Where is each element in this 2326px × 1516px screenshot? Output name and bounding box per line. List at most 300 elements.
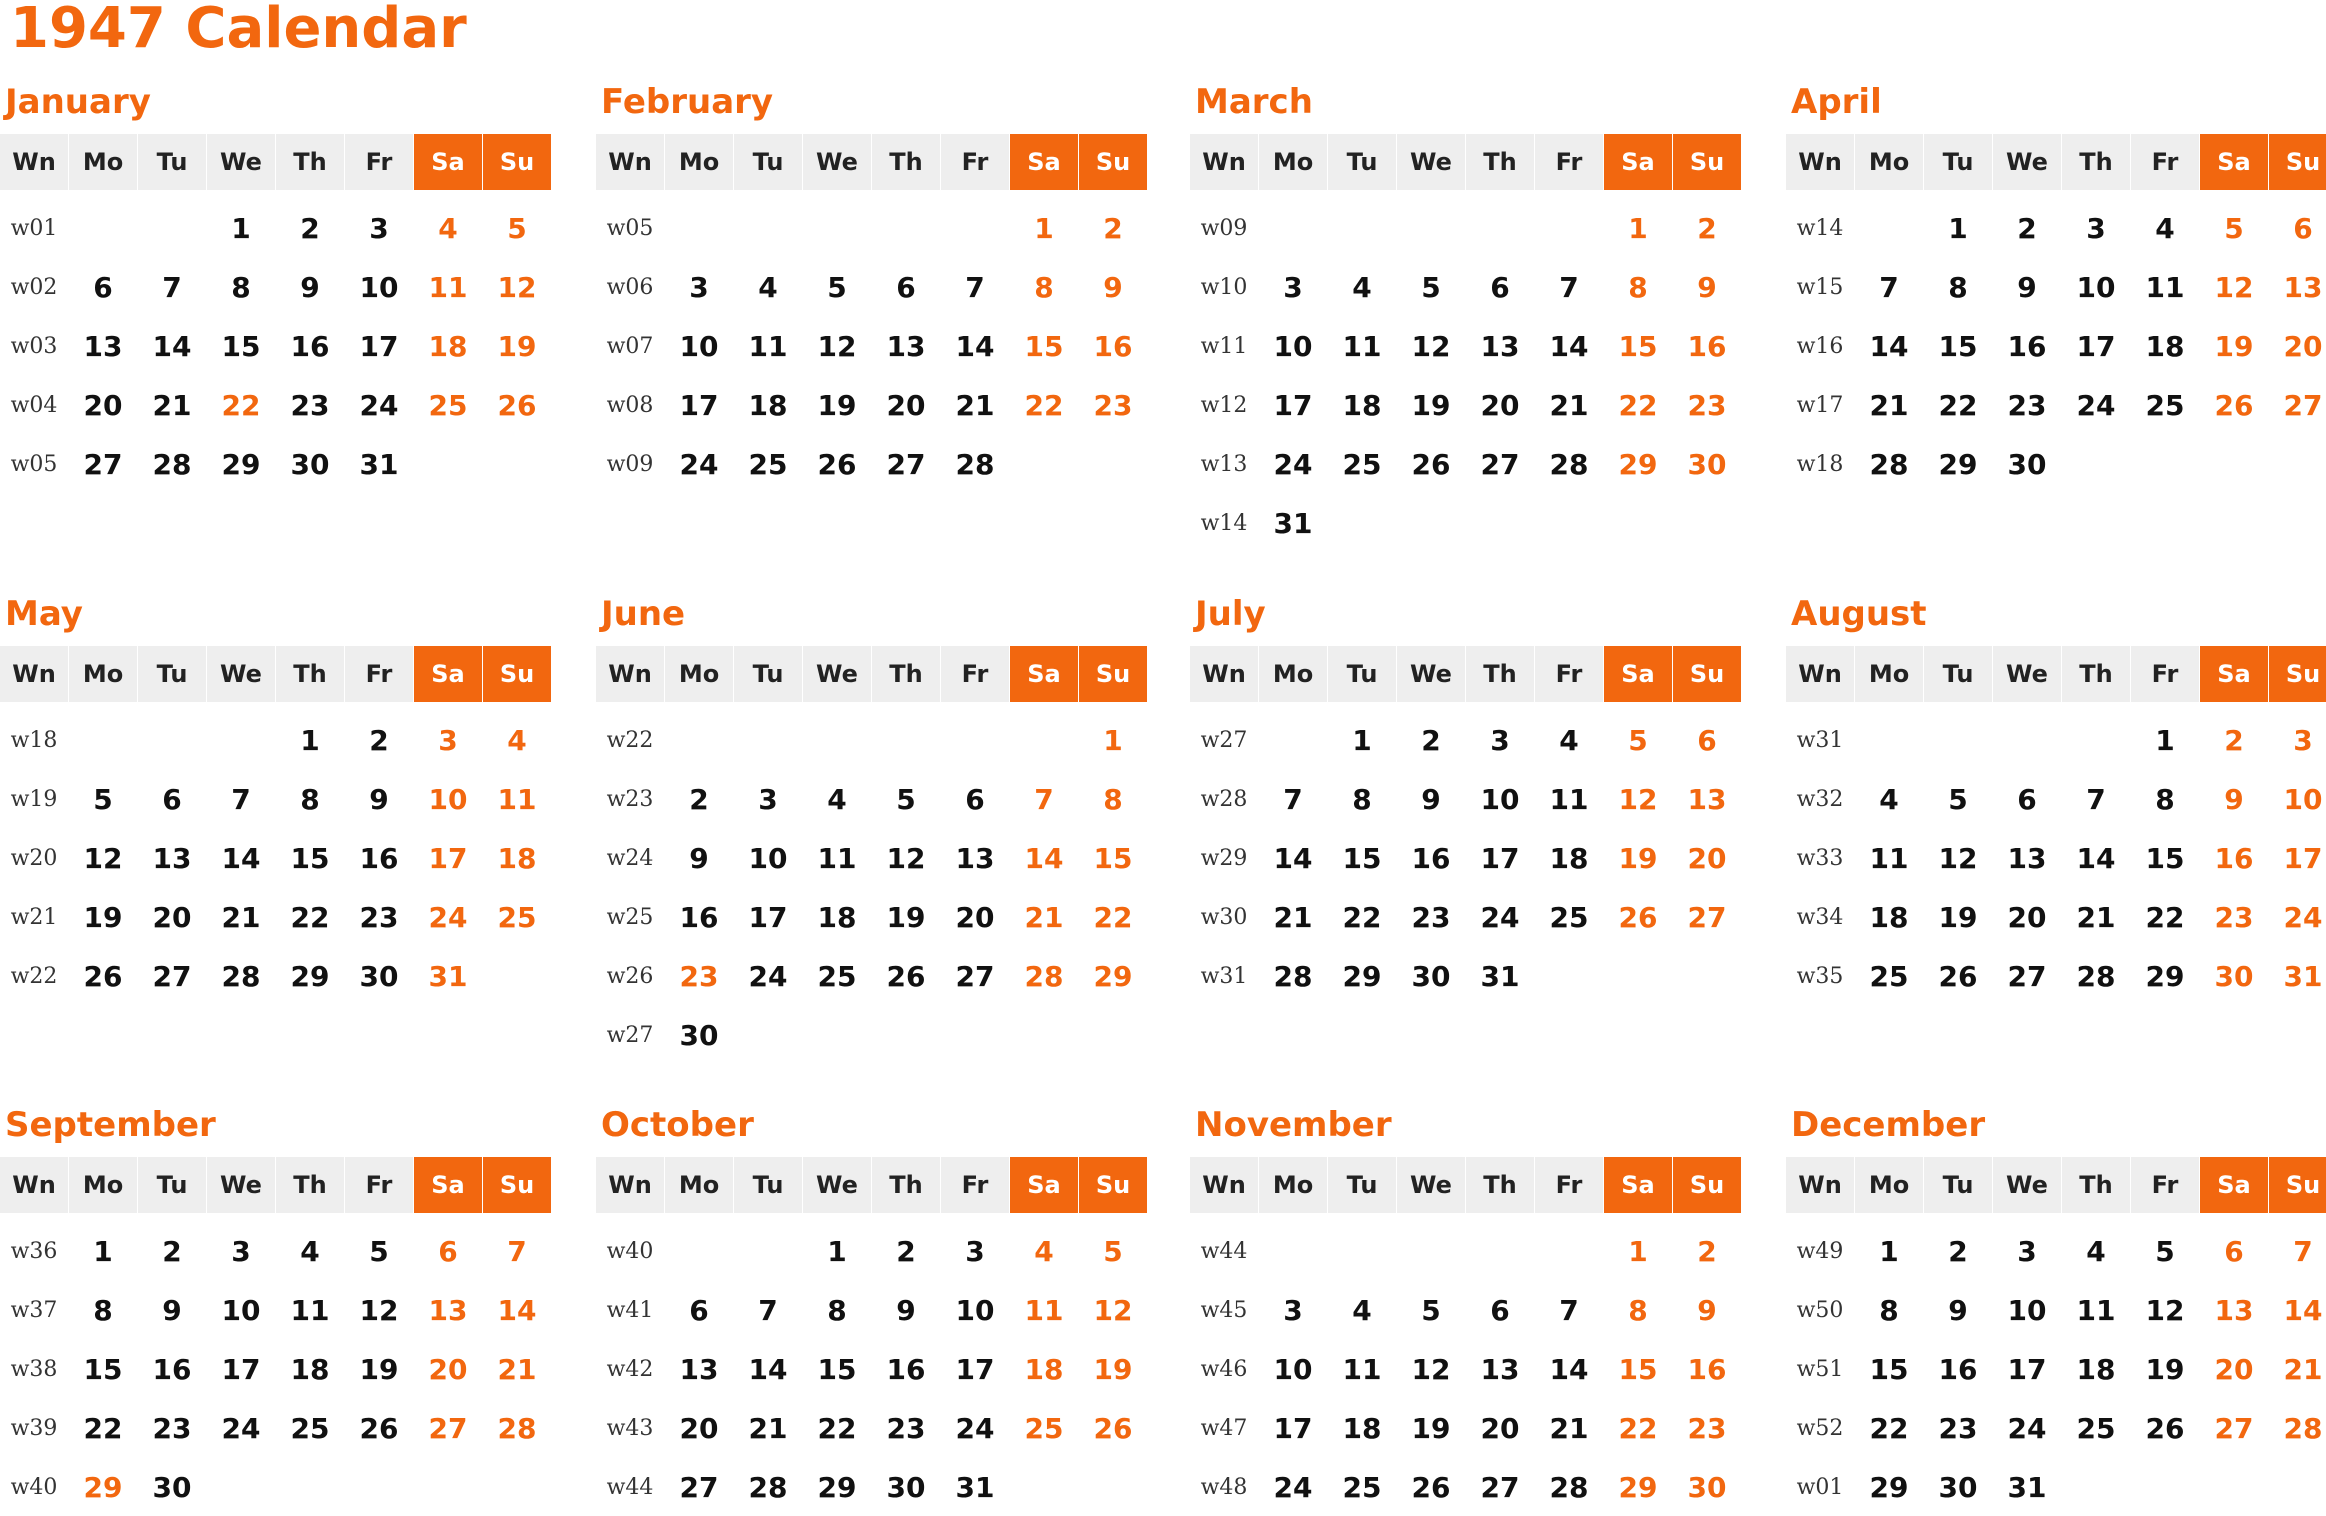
day-cell[interactable]: 10	[1273, 330, 1313, 363]
day-cell[interactable]: 20	[955, 901, 995, 934]
day-cell[interactable]: 13	[152, 842, 192, 875]
day-cell[interactable]: 21	[1549, 1412, 1589, 1445]
day-cell[interactable]: 27	[1480, 1471, 1520, 1504]
day-cell[interactable]: 11	[2076, 1294, 2116, 1327]
day-cell[interactable]: 21	[1273, 901, 1313, 934]
day-cell[interactable]: 31	[1273, 507, 1313, 540]
day-cell[interactable]: 11	[2145, 271, 2185, 304]
day-cell[interactable]: 14	[497, 1294, 537, 1327]
day-cell[interactable]: 5	[507, 212, 527, 245]
day-cell[interactable]: 19	[359, 1353, 399, 1386]
day-cell[interactable]: 30	[290, 448, 330, 481]
day-cell[interactable]: 3	[1283, 1294, 1303, 1327]
day-cell[interactable]: 18	[748, 389, 788, 422]
day-cell[interactable]: 30	[886, 1471, 926, 1504]
day-cell[interactable]: 3	[1283, 271, 1303, 304]
day-cell[interactable]: 19	[83, 901, 123, 934]
day-cell[interactable]: 19	[497, 330, 537, 363]
day-cell[interactable]: 28	[2076, 960, 2116, 993]
day-cell[interactable]: 14	[1024, 842, 1064, 875]
day-cell[interactable]: 17	[748, 901, 788, 934]
day-cell[interactable]: 19	[1618, 842, 1658, 875]
day-cell[interactable]: 20	[2283, 330, 2323, 363]
day-cell[interactable]: 25	[428, 389, 468, 422]
day-cell[interactable]: 1	[93, 1235, 113, 1268]
day-cell[interactable]: 2	[162, 1235, 182, 1268]
day-cell[interactable]: 11	[1869, 842, 1909, 875]
day-cell[interactable]: 24	[955, 1412, 995, 1445]
day-cell[interactable]: 22	[1342, 901, 1382, 934]
day-cell[interactable]: 27	[1687, 901, 1727, 934]
day-cell[interactable]: 19	[1411, 1412, 1451, 1445]
day-cell[interactable]: 4	[1352, 271, 1372, 304]
day-cell[interactable]: 23	[152, 1412, 192, 1445]
day-cell[interactable]: 5	[369, 1235, 389, 1268]
day-cell[interactable]: 26	[359, 1412, 399, 1445]
day-cell[interactable]: 27	[83, 448, 123, 481]
day-cell[interactable]: 21	[1549, 389, 1589, 422]
day-cell[interactable]: 25	[1342, 448, 1382, 481]
day-cell[interactable]: 23	[2007, 389, 2047, 422]
day-cell[interactable]: 15	[1618, 1353, 1658, 1386]
day-cell[interactable]: 16	[1411, 842, 1451, 875]
day-cell[interactable]: 23	[1687, 389, 1727, 422]
day-cell[interactable]: 27	[886, 448, 926, 481]
day-cell[interactable]: 12	[1411, 330, 1451, 363]
day-cell[interactable]: 8	[827, 1294, 847, 1327]
day-cell[interactable]: 28	[221, 960, 261, 993]
day-cell[interactable]: 23	[1687, 1412, 1727, 1445]
day-cell[interactable]: 19	[886, 901, 926, 934]
day-cell[interactable]: 3	[2293, 724, 2313, 757]
day-cell[interactable]: 20	[1687, 842, 1727, 875]
day-cell[interactable]: 17	[1273, 389, 1313, 422]
day-cell[interactable]: 27	[1480, 448, 1520, 481]
day-cell[interactable]: 7	[1559, 271, 1579, 304]
day-cell[interactable]: 21	[2076, 901, 2116, 934]
day-cell[interactable]: 26	[2145, 1412, 2185, 1445]
day-cell[interactable]: 7	[162, 271, 182, 304]
day-cell[interactable]: 21	[2283, 1353, 2323, 1386]
day-cell[interactable]: 23	[290, 389, 330, 422]
day-cell[interactable]: 10	[679, 330, 719, 363]
day-cell[interactable]: 1	[2155, 724, 2175, 757]
day-cell[interactable]: 13	[679, 1353, 719, 1386]
day-cell[interactable]: 6	[2293, 212, 2313, 245]
day-cell[interactable]: 12	[886, 842, 926, 875]
day-cell[interactable]: 8	[1352, 783, 1372, 816]
day-cell[interactable]: 22	[817, 1412, 857, 1445]
day-cell[interactable]: 16	[2007, 330, 2047, 363]
day-cell[interactable]: 2	[689, 783, 709, 816]
day-cell[interactable]: 25	[1024, 1412, 1064, 1445]
day-cell[interactable]: 14	[955, 330, 995, 363]
day-cell[interactable]: 3	[369, 212, 389, 245]
day-cell[interactable]: 6	[438, 1235, 458, 1268]
day-cell[interactable]: 31	[955, 1471, 995, 1504]
day-cell[interactable]: 12	[817, 330, 857, 363]
day-cell[interactable]: 18	[1024, 1353, 1064, 1386]
day-cell[interactable]: 1	[1628, 212, 1648, 245]
day-cell[interactable]: 5	[2155, 1235, 2175, 1268]
day-cell[interactable]: 4	[827, 783, 847, 816]
day-cell[interactable]: 29	[1093, 960, 1133, 993]
day-cell[interactable]: 14	[1549, 1353, 1589, 1386]
day-cell[interactable]: 3	[758, 783, 778, 816]
day-cell[interactable]: 18	[1342, 1412, 1382, 1445]
day-cell[interactable]: 8	[93, 1294, 113, 1327]
day-cell[interactable]: 12	[497, 271, 537, 304]
day-cell[interactable]: 19	[1411, 389, 1451, 422]
day-cell[interactable]: 28	[1273, 960, 1313, 993]
day-cell[interactable]: 29	[1618, 448, 1658, 481]
day-cell[interactable]: 20	[428, 1353, 468, 1386]
day-cell[interactable]: 2	[896, 1235, 916, 1268]
day-cell[interactable]: 14	[1869, 330, 1909, 363]
day-cell[interactable]: 17	[2076, 330, 2116, 363]
day-cell[interactable]: 1	[827, 1235, 847, 1268]
day-cell[interactable]: 31	[2007, 1471, 2047, 1504]
day-cell[interactable]: 26	[1411, 1471, 1451, 1504]
day-cell[interactable]: 20	[83, 389, 123, 422]
day-cell[interactable]: 7	[2293, 1235, 2313, 1268]
day-cell[interactable]: 26	[83, 960, 123, 993]
day-cell[interactable]: 1	[1628, 1235, 1648, 1268]
day-cell[interactable]: 17	[359, 330, 399, 363]
day-cell[interactable]: 14	[1549, 330, 1589, 363]
day-cell[interactable]: 16	[2214, 842, 2254, 875]
day-cell[interactable]: 6	[896, 271, 916, 304]
day-cell[interactable]: 1	[1879, 1235, 1899, 1268]
day-cell[interactable]: 26	[1938, 960, 1978, 993]
day-cell[interactable]: 23	[1938, 1412, 1978, 1445]
day-cell[interactable]: 9	[1697, 1294, 1717, 1327]
day-cell[interactable]: 12	[359, 1294, 399, 1327]
day-cell[interactable]: 28	[748, 1471, 788, 1504]
day-cell[interactable]: 30	[2007, 448, 2047, 481]
day-cell[interactable]: 24	[2076, 389, 2116, 422]
day-cell[interactable]: 7	[758, 1294, 778, 1327]
day-cell[interactable]: 29	[1618, 1471, 1658, 1504]
day-cell[interactable]: 7	[2086, 783, 2106, 816]
day-cell[interactable]: 30	[1687, 448, 1727, 481]
day-cell[interactable]: 21	[1869, 389, 1909, 422]
day-cell[interactable]: 4	[507, 724, 527, 757]
day-cell[interactable]: 8	[231, 271, 251, 304]
day-cell[interactable]: 31	[428, 960, 468, 993]
day-cell[interactable]: 3	[2086, 212, 2106, 245]
day-cell[interactable]: 31	[1480, 960, 1520, 993]
day-cell[interactable]: 10	[2076, 271, 2116, 304]
day-cell[interactable]: 17	[428, 842, 468, 875]
day-cell[interactable]: 26	[2214, 389, 2254, 422]
day-cell[interactable]: 23	[2214, 901, 2254, 934]
day-cell[interactable]: 23	[886, 1412, 926, 1445]
day-cell[interactable]: 16	[359, 842, 399, 875]
day-cell[interactable]: 25	[497, 901, 537, 934]
day-cell[interactable]: 8	[1628, 271, 1648, 304]
day-cell[interactable]: 7	[1034, 783, 1054, 816]
day-cell[interactable]: 11	[1549, 783, 1589, 816]
day-cell[interactable]: 5	[93, 783, 113, 816]
day-cell[interactable]: 4	[300, 1235, 320, 1268]
day-cell[interactable]: 2	[300, 212, 320, 245]
day-cell[interactable]: 24	[679, 448, 719, 481]
day-cell[interactable]: 22	[1024, 389, 1064, 422]
day-cell[interactable]: 23	[1411, 901, 1451, 934]
day-cell[interactable]: 12	[2214, 271, 2254, 304]
day-cell[interactable]: 22	[1618, 389, 1658, 422]
day-cell[interactable]: 29	[2145, 960, 2185, 993]
day-cell[interactable]: 17	[1273, 1412, 1313, 1445]
day-cell[interactable]: 10	[955, 1294, 995, 1327]
day-cell[interactable]: 18	[817, 901, 857, 934]
day-cell[interactable]: 3	[2017, 1235, 2037, 1268]
day-cell[interactable]: 29	[1342, 960, 1382, 993]
day-cell[interactable]: 17	[955, 1353, 995, 1386]
day-cell[interactable]: 15	[1342, 842, 1382, 875]
day-cell[interactable]: 28	[955, 448, 995, 481]
day-cell[interactable]: 20	[152, 901, 192, 934]
day-cell[interactable]: 26	[817, 448, 857, 481]
day-cell[interactable]: 11	[497, 783, 537, 816]
day-cell[interactable]: 8	[1879, 1294, 1899, 1327]
day-cell[interactable]: 30	[2214, 960, 2254, 993]
day-cell[interactable]: 6	[162, 783, 182, 816]
day-cell[interactable]: 1	[1948, 212, 1968, 245]
day-cell[interactable]: 25	[748, 448, 788, 481]
day-cell[interactable]: 21	[1024, 901, 1064, 934]
day-cell[interactable]: 11	[748, 330, 788, 363]
day-cell[interactable]: 13	[955, 842, 995, 875]
day-cell[interactable]: 13	[1480, 330, 1520, 363]
day-cell[interactable]: 19	[817, 389, 857, 422]
day-cell[interactable]: 5	[827, 271, 847, 304]
day-cell[interactable]: 30	[1687, 1471, 1727, 1504]
day-cell[interactable]: 8	[2155, 783, 2175, 816]
day-cell[interactable]: 14	[2076, 842, 2116, 875]
day-cell[interactable]: 8	[1034, 271, 1054, 304]
day-cell[interactable]: 17	[1480, 842, 1520, 875]
day-cell[interactable]: 16	[152, 1353, 192, 1386]
day-cell[interactable]: 6	[2224, 1235, 2244, 1268]
day-cell[interactable]: 20	[886, 389, 926, 422]
day-cell[interactable]: 13	[2007, 842, 2047, 875]
day-cell[interactable]: 24	[748, 960, 788, 993]
day-cell[interactable]: 8	[1628, 1294, 1648, 1327]
day-cell[interactable]: 27	[2214, 1412, 2254, 1445]
day-cell[interactable]: 18	[1869, 901, 1909, 934]
day-cell[interactable]: 1	[1034, 212, 1054, 245]
day-cell[interactable]: 11	[1342, 330, 1382, 363]
day-cell[interactable]: 10	[2007, 1294, 2047, 1327]
day-cell[interactable]: 25	[290, 1412, 330, 1445]
day-cell[interactable]: 24	[1273, 1471, 1313, 1504]
day-cell[interactable]: 23	[359, 901, 399, 934]
day-cell[interactable]: 26	[1618, 901, 1658, 934]
day-cell[interactable]: 9	[896, 1294, 916, 1327]
day-cell[interactable]: 2	[2017, 212, 2037, 245]
day-cell[interactable]: 3	[1490, 724, 1510, 757]
day-cell[interactable]: 28	[1024, 960, 1064, 993]
day-cell[interactable]: 15	[2145, 842, 2185, 875]
day-cell[interactable]: 17	[2283, 842, 2323, 875]
day-cell[interactable]: 19	[1093, 1353, 1133, 1386]
day-cell[interactable]: 12	[1938, 842, 1978, 875]
day-cell[interactable]: 6	[689, 1294, 709, 1327]
day-cell[interactable]: 5	[1103, 1235, 1123, 1268]
day-cell[interactable]: 27	[955, 960, 995, 993]
day-cell[interactable]: 6	[2017, 783, 2037, 816]
day-cell[interactable]: 18	[290, 1353, 330, 1386]
day-cell[interactable]: 2	[1421, 724, 1441, 757]
day-cell[interactable]: 22	[221, 389, 261, 422]
day-cell[interactable]: 4	[1559, 724, 1579, 757]
day-cell[interactable]: 30	[679, 1019, 719, 1052]
day-cell[interactable]: 9	[369, 783, 389, 816]
day-cell[interactable]: 26	[1411, 448, 1451, 481]
day-cell[interactable]: 7	[965, 271, 985, 304]
day-cell[interactable]: 15	[290, 842, 330, 875]
day-cell[interactable]: 11	[1342, 1353, 1382, 1386]
day-cell[interactable]: 22	[83, 1412, 123, 1445]
day-cell[interactable]: 6	[1697, 724, 1717, 757]
day-cell[interactable]: 27	[2283, 389, 2323, 422]
day-cell[interactable]: 22	[1869, 1412, 1909, 1445]
day-cell[interactable]: 31	[2283, 960, 2323, 993]
day-cell[interactable]: 15	[817, 1353, 857, 1386]
day-cell[interactable]: 24	[221, 1412, 261, 1445]
day-cell[interactable]: 18	[1549, 842, 1589, 875]
day-cell[interactable]: 3	[231, 1235, 251, 1268]
day-cell[interactable]: 7	[231, 783, 251, 816]
day-cell[interactable]: 29	[1869, 1471, 1909, 1504]
day-cell[interactable]: 10	[428, 783, 468, 816]
day-cell[interactable]: 16	[1938, 1353, 1978, 1386]
day-cell[interactable]: 7	[1559, 1294, 1579, 1327]
day-cell[interactable]: 13	[1480, 1353, 1520, 1386]
day-cell[interactable]: 10	[2283, 783, 2323, 816]
day-cell[interactable]: 11	[428, 271, 468, 304]
day-cell[interactable]: 22	[1618, 1412, 1658, 1445]
day-cell[interactable]: 7	[1283, 783, 1303, 816]
day-cell[interactable]: 29	[83, 1471, 123, 1504]
day-cell[interactable]: 25	[2076, 1412, 2116, 1445]
day-cell[interactable]: 7	[1879, 271, 1899, 304]
day-cell[interactable]: 3	[689, 271, 709, 304]
day-cell[interactable]: 15	[83, 1353, 123, 1386]
day-cell[interactable]: 24	[359, 389, 399, 422]
day-cell[interactable]: 13	[428, 1294, 468, 1327]
day-cell[interactable]: 14	[748, 1353, 788, 1386]
day-cell[interactable]: 19	[2145, 1353, 2185, 1386]
day-cell[interactable]: 16	[1093, 330, 1133, 363]
day-cell[interactable]: 23	[679, 960, 719, 993]
day-cell[interactable]: 7	[507, 1235, 527, 1268]
day-cell[interactable]: 8	[1103, 783, 1123, 816]
day-cell[interactable]: 4	[438, 212, 458, 245]
day-cell[interactable]: 15	[1024, 330, 1064, 363]
day-cell[interactable]: 9	[1103, 271, 1123, 304]
day-cell[interactable]: 8	[1948, 271, 1968, 304]
day-cell[interactable]: 18	[2076, 1353, 2116, 1386]
day-cell[interactable]: 28	[1549, 1471, 1589, 1504]
day-cell[interactable]: 3	[965, 1235, 985, 1268]
day-cell[interactable]: 11	[1024, 1294, 1064, 1327]
day-cell[interactable]: 30	[1411, 960, 1451, 993]
day-cell[interactable]: 1	[231, 212, 251, 245]
day-cell[interactable]: 2	[1697, 1235, 1717, 1268]
day-cell[interactable]: 13	[83, 330, 123, 363]
day-cell[interactable]: 25	[1342, 1471, 1382, 1504]
day-cell[interactable]: 9	[1948, 1294, 1968, 1327]
day-cell[interactable]: 14	[152, 330, 192, 363]
day-cell[interactable]: 16	[886, 1353, 926, 1386]
day-cell[interactable]: 24	[1273, 448, 1313, 481]
day-cell[interactable]: 5	[1421, 271, 1441, 304]
day-cell[interactable]: 13	[2283, 271, 2323, 304]
day-cell[interactable]: 10	[221, 1294, 261, 1327]
day-cell[interactable]: 13	[886, 330, 926, 363]
day-cell[interactable]: 13	[2214, 1294, 2254, 1327]
day-cell[interactable]: 2	[1697, 212, 1717, 245]
day-cell[interactable]: 6	[1490, 271, 1510, 304]
day-cell[interactable]: 16	[679, 901, 719, 934]
day-cell[interactable]: 22	[2145, 901, 2185, 934]
day-cell[interactable]: 25	[817, 960, 857, 993]
day-cell[interactable]: 29	[817, 1471, 857, 1504]
day-cell[interactable]: 5	[1628, 724, 1648, 757]
day-cell[interactable]: 15	[1938, 330, 1978, 363]
day-cell[interactable]: 9	[300, 271, 320, 304]
day-cell[interactable]: 18	[428, 330, 468, 363]
day-cell[interactable]: 1	[1103, 724, 1123, 757]
day-cell[interactable]: 16	[1687, 1353, 1727, 1386]
day-cell[interactable]: 12	[83, 842, 123, 875]
day-cell[interactable]: 23	[1093, 389, 1133, 422]
day-cell[interactable]: 18	[2145, 330, 2185, 363]
day-cell[interactable]: 27	[428, 1412, 468, 1445]
day-cell[interactable]: 5	[2224, 212, 2244, 245]
day-cell[interactable]: 18	[497, 842, 537, 875]
day-cell[interactable]: 22	[290, 901, 330, 934]
day-cell[interactable]: 24	[428, 901, 468, 934]
day-cell[interactable]: 27	[2007, 960, 2047, 993]
day-cell[interactable]: 4	[2155, 212, 2175, 245]
day-cell[interactable]: 22	[1093, 901, 1133, 934]
day-cell[interactable]: 12	[1618, 783, 1658, 816]
day-cell[interactable]: 14	[221, 842, 261, 875]
day-cell[interactable]: 25	[1869, 960, 1909, 993]
day-cell[interactable]: 9	[1697, 271, 1717, 304]
day-cell[interactable]: 16	[290, 330, 330, 363]
day-cell[interactable]: 26	[497, 389, 537, 422]
day-cell[interactable]: 15	[1869, 1353, 1909, 1386]
day-cell[interactable]: 14	[1273, 842, 1313, 875]
day-cell[interactable]: 9	[162, 1294, 182, 1327]
day-cell[interactable]: 20	[1480, 1412, 1520, 1445]
day-cell[interactable]: 2	[1948, 1235, 1968, 1268]
day-cell[interactable]: 28	[1549, 448, 1589, 481]
day-cell[interactable]: 13	[1687, 783, 1727, 816]
day-cell[interactable]: 10	[1480, 783, 1520, 816]
day-cell[interactable]: 24	[2007, 1412, 2047, 1445]
day-cell[interactable]: 3	[438, 724, 458, 757]
day-cell[interactable]: 17	[221, 1353, 261, 1386]
day-cell[interactable]: 10	[359, 271, 399, 304]
day-cell[interactable]: 29	[1938, 448, 1978, 481]
day-cell[interactable]: 28	[2283, 1412, 2323, 1445]
